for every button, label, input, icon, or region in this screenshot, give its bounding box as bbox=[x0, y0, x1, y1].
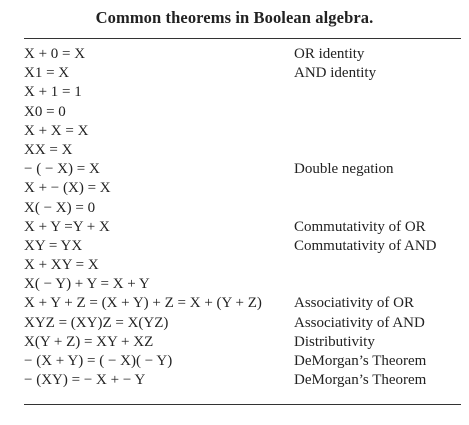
table-row bbox=[24, 333, 461, 352]
table-row bbox=[24, 64, 461, 83]
formula: X( − X) = 0 bbox=[24, 199, 96, 216]
formula: X0 = 0 bbox=[24, 103, 66, 120]
formula: X + − (X) = X bbox=[24, 180, 111, 197]
formula: X + 1 = 1 bbox=[24, 84, 82, 101]
table-row bbox=[24, 352, 461, 371]
formula: X + X = X bbox=[24, 122, 89, 139]
theorem-name: DeMorgan’s Theorem bbox=[294, 353, 427, 369]
formula: X1 = X bbox=[24, 65, 70, 82]
table-row bbox=[24, 218, 461, 237]
table-title: Common theorems in Boolean algebra. bbox=[95, 8, 374, 27]
formula: XY = YX bbox=[24, 237, 83, 254]
formula: XYZ = (XY)Z = X(YZ) bbox=[24, 314, 169, 331]
table-row bbox=[24, 141, 461, 160]
formula: − (XY) = − X + − Y bbox=[24, 372, 146, 389]
theorem-name: OR identity bbox=[294, 46, 365, 62]
table-row bbox=[24, 275, 461, 294]
theorem-name: Distributivity bbox=[294, 333, 375, 350]
table-row bbox=[24, 83, 461, 102]
table-row bbox=[24, 237, 461, 256]
table-row bbox=[24, 314, 461, 333]
formula: X + Y + Z = (X + Y) + Z = X + (Y + Z) bbox=[24, 295, 262, 312]
table-row bbox=[24, 103, 461, 122]
theorem-name: Commutativity of OR bbox=[294, 218, 426, 235]
theorem-name: Associativity of AND bbox=[294, 314, 425, 331]
theorem-name: Associativity of OR bbox=[294, 295, 414, 312]
formula: − (X + Y) = ( − X)( − Y) bbox=[24, 353, 173, 369]
formula: X + 0 = X bbox=[24, 46, 86, 62]
theorem-name: AND identity bbox=[294, 65, 377, 82]
bottom-rule bbox=[24, 404, 461, 405]
table-row bbox=[24, 256, 461, 275]
top-rule bbox=[24, 38, 461, 39]
table-row bbox=[24, 179, 461, 198]
formula: XX = X bbox=[24, 141, 73, 158]
table-row bbox=[24, 160, 461, 179]
theorem-name: Commutativity of AND bbox=[294, 237, 437, 254]
formula: X( − Y) + Y = X + Y bbox=[24, 276, 150, 293]
formula: X + XY = X bbox=[24, 257, 99, 274]
table-row bbox=[24, 199, 461, 218]
theorem-name: Double negation bbox=[294, 161, 394, 178]
table-row bbox=[24, 122, 461, 141]
theorem-table bbox=[24, 45, 461, 390]
table-row bbox=[24, 294, 461, 313]
table-row bbox=[24, 45, 461, 64]
formula: X + Y =Y + X bbox=[24, 218, 110, 235]
theorem-name: DeMorgan’s Theorem bbox=[294, 372, 427, 389]
table-row bbox=[24, 371, 461, 390]
formula: X(Y + Z) = XY + XZ bbox=[24, 333, 154, 350]
formula: − ( − X) = X bbox=[24, 161, 100, 178]
